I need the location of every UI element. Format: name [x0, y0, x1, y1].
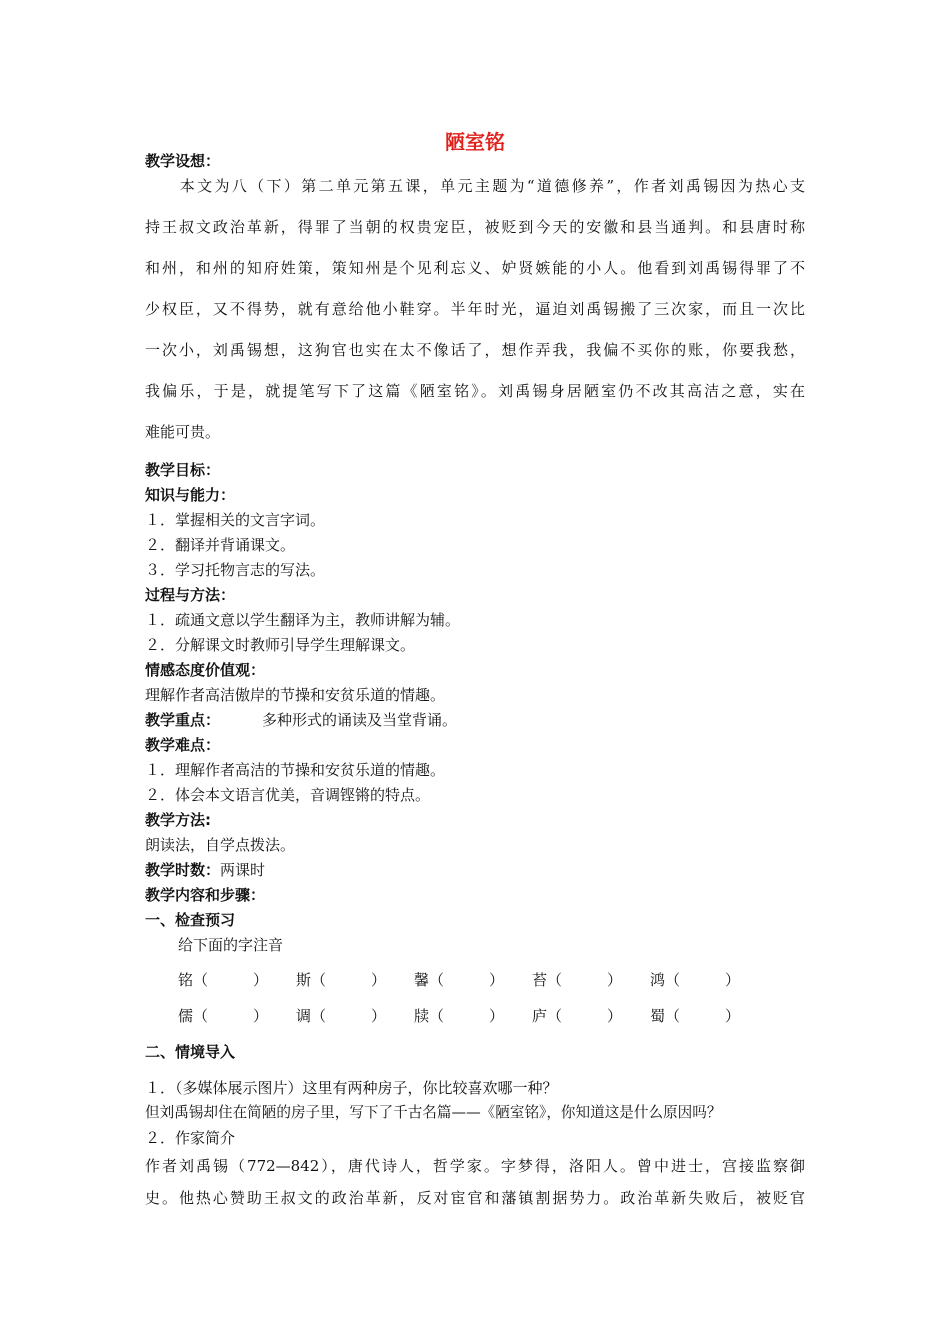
design-line: 持王叔文政治革新，得罪了当朝的权贵宠臣，被贬到今天的安徽和县当通判。和县唐时称 — [145, 218, 805, 236]
process-heading: 过程与方法： — [145, 586, 236, 604]
content-heading: 教学内容和步骤： — [145, 886, 266, 904]
design-line: 难能可贵。 — [145, 423, 221, 441]
design-line: 少权臣，又不得势，就有意给他小鞋穿。半年时光，逼迫刘禹锡搬了三次家，而且一次比 — [145, 300, 805, 318]
knowledge-item: ３．学习托物言志的写法。 — [145, 561, 326, 579]
section2-heading: 二、情境导入 — [145, 1043, 236, 1061]
document-title: 陋室铭 — [445, 130, 505, 154]
key-points-heading: 教学重点： — [145, 711, 221, 729]
bio-paragraph — [145, 1150, 805, 1214]
methods-heading: 教学方法: — [145, 811, 211, 829]
pinyin-item: 馨（ ） — [414, 971, 505, 989]
design-line: 和州，和州的知府姓策，策知州是个见利忘义、妒贤嫉能的小人。他看到刘禹锡得罪了不 — [145, 259, 805, 277]
hours-text: 两课时 — [220, 861, 266, 879]
knowledge-item: １．掌握相关的文言字词。 — [145, 511, 326, 529]
section1-heading: 一、检查预习 — [145, 911, 236, 929]
design-paragraph — [145, 166, 805, 453]
pinyin-item: 调（ ） — [296, 1007, 387, 1025]
design-line: 一次小，刘禹锡想，这狗官也实在太不像话了，想作弄我，我偏不买你的账，你要我愁， — [145, 341, 805, 359]
process-item: ２．分解课文时教师引导学生理解课文。 — [145, 636, 416, 654]
section2-item: １．（多媒体展示图片）这里有两种房子，你比较喜欢哪一种？ — [145, 1079, 558, 1097]
hours-heading: 教学时数： — [145, 861, 221, 879]
knowledge-item: ２．翻译并背诵课文。 — [145, 536, 296, 554]
pinyin-item: 庐（ ） — [532, 1007, 623, 1025]
emotion-text: 理解作者高洁傲岸的节操和安贫乐道的情趣。 — [145, 686, 446, 704]
bio-line: 作者刘禹锡（772—842），唐代诗人，哲学家。字梦得，洛阳人。曾中进士，宫接监察御 — [145, 1157, 805, 1175]
section2-item: ２．作家简介 — [145, 1129, 236, 1147]
pinyin-item: 蜀（ ） — [650, 1007, 741, 1025]
design-heading: 教学设想： — [145, 152, 221, 170]
pinyin-item: 儒（ ） — [178, 1007, 269, 1025]
difficulty-item: １．理解作者高洁的节操和安贫乐道的情趣。 — [145, 761, 446, 779]
knowledge-heading: 知识与能力： — [145, 486, 236, 504]
design-line: 本文为八（下）第二单元第五课，单元主题为“道德修养”，作者刘禹锡因为热心支 — [145, 177, 805, 195]
emotion-heading: 情感态度价值观： — [145, 661, 266, 679]
key-points-text: 多种形式的诵读及当堂背诵。 — [262, 711, 458, 729]
section1-instruction: 给下面的字注音 — [178, 936, 284, 954]
goals-heading: 教学目标： — [145, 461, 221, 479]
pinyin-item: 铭（ ） — [178, 971, 269, 989]
difficulty-item: ２．体会本文语言优美，音调铿锵的特点。 — [145, 786, 431, 804]
pinyin-item: 牍（ ） — [414, 1007, 505, 1025]
pinyin-item: 鸿（ ） — [650, 971, 741, 989]
bio-line: 史。他热心赞助王叔文的政治革新，反对宦官和藩镇割据势力。政治革新失败后，被贬官 — [145, 1189, 805, 1207]
design-line: 我偏乐，于是，就提笔写下了这篇《陋室铭》。刘禹锡身居陋室仍不改其高洁之意，实在 — [145, 382, 805, 400]
methods-text: 朗读法，自学点拨法。 — [145, 836, 296, 854]
difficulties-heading: 教学难点： — [145, 736, 221, 754]
process-item: １．疏通文意以学生翻译为主，教师讲解为辅。 — [145, 611, 461, 629]
section2-item-continuation: 但刘禹锡却住在简陋的房子里，写下了千古名篇——《陋室铭》，你知道这是什么原因吗？ — [145, 1104, 722, 1121]
pinyin-item: 苔（ ） — [532, 971, 623, 989]
pinyin-item: 斯（ ） — [296, 971, 387, 989]
hours-line — [145, 860, 265, 880]
